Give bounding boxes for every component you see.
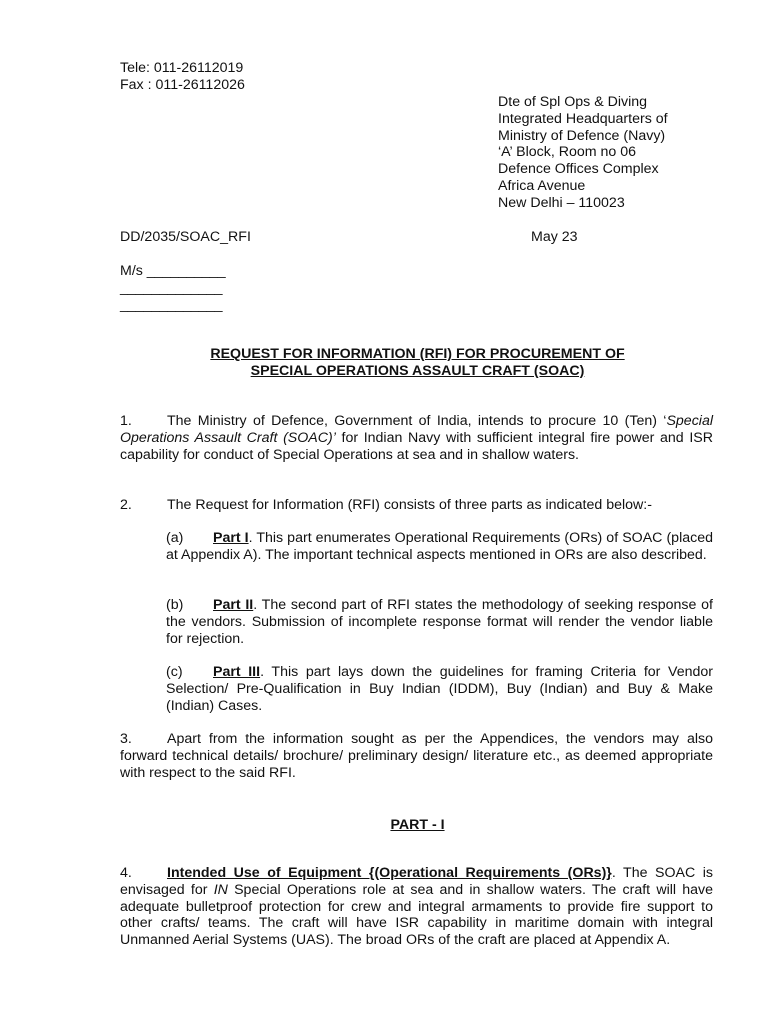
sub-item-label: (b) — [166, 597, 184, 613]
document-title — [120, 346, 715, 380]
title-line: SPECIAL OPERATIONS ASSAULT CRAFT (SOAC) — [250, 362, 585, 379]
address-line: Integrated Headquarters of — [498, 110, 668, 127]
reference-number: DD/2035/SOAC_RFI — [120, 229, 251, 245]
paragraph-text: The Ministry of Defence, Government of India, intends to procure 10 (Ten) ‘ — [167, 413, 667, 429]
fax-number: Fax : 011-26112026 — [120, 76, 245, 93]
address-line: Ministry of Defence (Navy) — [498, 127, 666, 144]
paragraph-text: . The SOAC is envisaged for — [120, 865, 713, 898]
recipient-block — [120, 263, 226, 313]
sub-item-label: (a) — [166, 530, 184, 546]
paragraph-italic-text: IN — [213, 881, 228, 898]
paragraph-3 — [120, 731, 713, 781]
paragraph-text: for Indian Navy with sufficient integral fire power and ISR capability for conduct of Special Operations at sea and in shallow waters. — [120, 429, 713, 463]
sub-item-text: . The second part of RFI states the methodology of seeking response of the vendors. Submission of incomplete response format will render the vendor liable for rejection. — [166, 597, 713, 647]
letter-date: May 23 — [531, 229, 578, 245]
paragraph-text: Apart from the information sought as per the Appendices, the vendors may also forward technical details/ brochure/ preliminary design/ literature etc., as deemed appropriate with respect to the said RFI. — [120, 731, 713, 781]
paragraph-number: 2. — [120, 497, 132, 513]
paragraph-number: 3. — [120, 731, 132, 747]
title-line: REQUEST FOR INFORMATION (RFI) FOR PROCUREMENT OF — [210, 346, 625, 362]
address-line: Defence Offices Complex — [498, 161, 659, 178]
sub-item-text: . This part lays down the guidelines for framing Criteria for Vendor Selection/ Pre-Qualification in Buy Indian (IDDM), Buy (Indian) and Buy & Make (Indian) Cases. — [166, 664, 713, 714]
sub-item-b — [166, 597, 713, 647]
sub-item-heading: Part I — [213, 530, 249, 546]
telephone-number: Tele: 011-26112019 — [120, 60, 244, 76]
paragraph-text: Special Operations role at sea and in shallow waters. The craft will have adequate bulletproof protection for crew and integral armaments to provide fire support to other crafts/ teams. The craft will have ISR capability in maritime domain with integral Unmanned Aerial Systems (UAS). The broad ORs of the craft are placed at Appendix A. — [120, 881, 714, 949]
address-line: Africa Avenue — [498, 177, 586, 194]
part-heading: PART - I — [390, 817, 445, 833]
address-line: ‘A’ Block, Room no 06 — [498, 144, 636, 161]
paragraph-number: 1. — [120, 413, 132, 429]
paragraph-text: The Request for Information (RFI) consists of three parts as indicated below:- — [167, 497, 652, 513]
sub-item-c — [166, 664, 713, 714]
address-line: New Delhi – 110023 — [498, 194, 625, 211]
reference-line — [120, 229, 582, 246]
sub-item-text: . This part enumerates Operational Requirements (ORs) of SOAC (placed at Appendix A). The important technical aspects mentioned in ORs are also described. — [166, 530, 713, 563]
paragraph-heading: Intended Use of Equipment {(Operational Requirements (ORs)} — [167, 865, 612, 881]
paragraph-italic-text: Special Operations Assault Craft (SOAC)’ — [120, 413, 713, 446]
recipient-line: M/s __________ — [120, 263, 226, 279]
paragraph-number: 4. — [120, 865, 132, 881]
sub-item-label: (c) — [166, 664, 183, 680]
contact-block — [120, 60, 245, 94]
recipient-line: _____________ — [120, 279, 223, 296]
sub-item-heading: Part III — [213, 664, 261, 680]
recipient-line: _____________ — [120, 296, 223, 313]
paragraph-2 — [120, 497, 713, 514]
sender-address — [498, 94, 668, 212]
address-line: Dte of Spl Ops & Diving — [498, 94, 648, 110]
paragraph-1 — [120, 413, 713, 463]
sub-item-a — [166, 530, 713, 564]
sub-item-heading: Part II — [213, 597, 254, 613]
paragraph-4 — [120, 865, 713, 949]
